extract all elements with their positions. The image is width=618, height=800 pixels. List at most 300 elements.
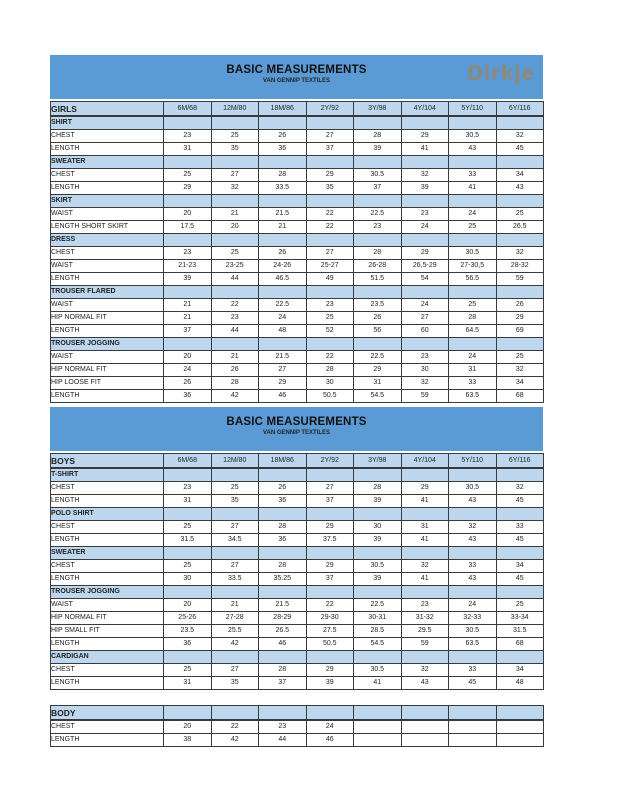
measurement-cell: 21 <box>259 221 307 234</box>
measurement-cell: 54.5 <box>354 390 402 403</box>
measurement-label: LENGTH SHORT SKIRT <box>51 221 164 234</box>
measurement-cell: 22.5 <box>354 208 402 221</box>
measurement-cell <box>259 286 307 299</box>
table-row <box>51 221 544 234</box>
measurement-cell: 24 <box>306 720 354 734</box>
measurement-cell <box>496 734 544 747</box>
measurement-cell: 33 <box>449 560 497 573</box>
measurement-cell: 26 <box>164 377 212 390</box>
section-header-row <box>51 286 544 299</box>
table-row <box>51 208 544 221</box>
measurement-cell: 21 <box>211 351 259 364</box>
table-row <box>51 182 544 195</box>
measurement-cell: 48 <box>496 677 544 690</box>
measurement-cell: 69 <box>496 325 544 338</box>
measurement-cell: 25 <box>496 208 544 221</box>
measurement-label: WAIST <box>51 208 164 221</box>
measurement-cell: 22 <box>306 599 354 612</box>
table-row <box>51 495 544 508</box>
measurement-cell: 31 <box>449 364 497 377</box>
banner-subtitle: VAN GENNIP TEXTILES <box>262 78 331 84</box>
measurement-cell: 35 <box>211 143 259 156</box>
boys-banner <box>50 407 543 451</box>
measurement-cell <box>259 586 307 599</box>
measurement-cell: 35.25 <box>259 573 307 586</box>
measurement-cell <box>496 720 544 734</box>
measurement-cell: 26 <box>259 130 307 143</box>
size-column-header <box>211 706 259 721</box>
measurement-cell: 27-30,5 <box>449 260 497 273</box>
measurement-cell: 24 <box>164 364 212 377</box>
measurement-cell <box>306 234 354 247</box>
measurement-cell: 22 <box>306 208 354 221</box>
measurement-cell: 21-23 <box>164 260 212 273</box>
measurement-cell: 29.5 <box>401 625 449 638</box>
measurement-cell: 30.5 <box>449 482 497 495</box>
measurement-cell: 23 <box>401 599 449 612</box>
measurement-cell: 34 <box>496 560 544 573</box>
measurement-cell: 39 <box>354 573 402 586</box>
section-header-row <box>51 338 544 351</box>
measurement-cell: 25 <box>496 351 544 364</box>
size-column-header <box>259 706 307 721</box>
measurement-cell: 56 <box>354 325 402 338</box>
measurement-cell: 23.5 <box>354 299 402 312</box>
measurement-cell: 45 <box>496 495 544 508</box>
measurement-cell: 29 <box>306 521 354 534</box>
table-row <box>51 534 544 547</box>
measurement-cell <box>164 195 212 208</box>
measurement-cell <box>449 586 497 599</box>
measurement-cell <box>496 286 544 299</box>
measurement-cell: 36 <box>259 143 307 156</box>
measurement-cell <box>449 156 497 169</box>
measurement-cell: 23 <box>401 208 449 221</box>
measurement-cell: 28 <box>211 377 259 390</box>
measurement-cell: 41 <box>401 495 449 508</box>
measurement-cell: 46 <box>259 638 307 651</box>
measurement-cell <box>211 234 259 247</box>
measurement-cell: 44 <box>259 734 307 747</box>
measurement-cell: 41 <box>401 573 449 586</box>
measurement-cell <box>164 468 212 482</box>
table-row <box>51 325 544 338</box>
table-row <box>51 260 544 273</box>
table-row <box>51 664 544 677</box>
measurement-cell: 25 <box>211 130 259 143</box>
girls-banner <box>50 55 543 99</box>
size-column-header <box>306 706 354 721</box>
measurement-cell: 27 <box>401 312 449 325</box>
measurement-cell: 27 <box>306 130 354 143</box>
measurement-cell: 39 <box>354 143 402 156</box>
measurement-cell: 22 <box>211 299 259 312</box>
measurement-cell: 33 <box>449 664 497 677</box>
size-column-header: 3Y/98 <box>354 454 402 469</box>
measurement-cell: 32 <box>401 169 449 182</box>
measurement-cell: 35 <box>211 677 259 690</box>
measurement-cell <box>211 508 259 521</box>
measurement-cell <box>164 286 212 299</box>
measurement-cell <box>449 286 497 299</box>
measurement-cell: 56.5 <box>449 273 497 286</box>
banner-title: BASIC MEASUREMENTS <box>226 416 367 428</box>
measurement-cell <box>496 586 544 599</box>
measurement-cell: 54 <box>401 273 449 286</box>
measurement-cell: 35 <box>211 495 259 508</box>
measurement-cell: 46.5 <box>259 273 307 286</box>
measurement-cell <box>449 547 497 560</box>
size-column-header: 2Y/92 <box>306 102 354 117</box>
measurement-cell: 27-28 <box>211 612 259 625</box>
measurement-cell: 43 <box>496 182 544 195</box>
measurement-label: LENGTH <box>51 573 164 586</box>
body-table-header-row <box>51 706 544 721</box>
measurement-cell: 25 <box>211 482 259 495</box>
measurement-cell: 29 <box>354 364 402 377</box>
table-row <box>51 720 544 734</box>
girls-measurements-table <box>50 101 544 403</box>
measurement-label: LENGTH <box>51 143 164 156</box>
measurement-cell: 32-33 <box>449 612 497 625</box>
measurement-cell <box>306 586 354 599</box>
measurement-cell: 30.5 <box>449 247 497 260</box>
table-row <box>51 482 544 495</box>
measurement-cell: 34 <box>496 664 544 677</box>
measurement-cell: 45 <box>496 143 544 156</box>
measurement-cell: 26,5-29 <box>401 260 449 273</box>
measurement-cell: 33 <box>449 377 497 390</box>
measurement-cell <box>211 586 259 599</box>
section-label: DRESS <box>51 234 164 247</box>
section-header-row <box>51 116 544 130</box>
measurement-cell: 41 <box>401 143 449 156</box>
measurement-cell <box>449 651 497 664</box>
measurement-cell: 45 <box>496 534 544 547</box>
measurement-cell: 29 <box>401 482 449 495</box>
measurement-cell: 30-31 <box>354 612 402 625</box>
size-column-header: 6M/68 <box>164 454 212 469</box>
table-row <box>51 612 544 625</box>
section-header-row <box>51 547 544 560</box>
size-column-header: 6Y/116 <box>496 102 544 117</box>
measurement-cell <box>496 651 544 664</box>
body-table-title: BODY <box>51 706 164 721</box>
measurement-label: CHEST <box>51 521 164 534</box>
measurement-cell: 28 <box>259 560 307 573</box>
measurement-label: LENGTH <box>51 734 164 747</box>
measurement-label: WAIST <box>51 299 164 312</box>
measurement-cell: 36 <box>259 534 307 547</box>
measurement-cell <box>259 116 307 130</box>
measurement-cell <box>354 547 402 560</box>
measurement-cell <box>306 195 354 208</box>
size-column-header: 3Y/98 <box>354 102 402 117</box>
measurement-cell: 43 <box>449 573 497 586</box>
measurement-cell: 38 <box>164 734 212 747</box>
measurement-cell: 25 <box>164 664 212 677</box>
measurement-cell: 26 <box>211 364 259 377</box>
table-row <box>51 734 544 747</box>
section-header-row <box>51 468 544 482</box>
measurement-cell: 25 <box>449 299 497 312</box>
measurement-cell <box>449 734 497 747</box>
measurement-label: LENGTH <box>51 677 164 690</box>
measurement-cell <box>401 720 449 734</box>
measurement-cell: 26.5 <box>496 221 544 234</box>
measurement-cell <box>401 651 449 664</box>
size-column-header <box>354 706 402 721</box>
measurement-cell: 22 <box>211 720 259 734</box>
measurement-cell: 32 <box>401 377 449 390</box>
measurement-label: LENGTH <box>51 390 164 403</box>
table-row <box>51 390 544 403</box>
measurement-cell: 21.5 <box>259 351 307 364</box>
measurement-cell: 54.5 <box>354 638 402 651</box>
measurement-cell: 20 <box>164 599 212 612</box>
measurement-cell <box>496 547 544 560</box>
section-header-row <box>51 156 544 169</box>
measurement-cell: 42 <box>211 734 259 747</box>
measurement-label: CHEST <box>51 560 164 573</box>
measurement-cell: 32 <box>496 247 544 260</box>
measurement-label: WAIST <box>51 351 164 364</box>
measurement-cell: 44 <box>211 325 259 338</box>
measurement-cell: 45 <box>449 677 497 690</box>
measurement-cell: 31-32 <box>401 612 449 625</box>
measurement-cell: 23 <box>164 130 212 143</box>
measurement-cell: 33-34 <box>496 612 544 625</box>
measurement-cell: 23 <box>164 482 212 495</box>
measurement-label: LENGTH <box>51 638 164 651</box>
measurement-cell <box>496 234 544 247</box>
measurement-cell: 25-27 <box>306 260 354 273</box>
measurement-cell <box>354 720 402 734</box>
measurement-cell: 25 <box>306 312 354 325</box>
section-label: TROUSER JOGGING <box>51 338 164 351</box>
measurement-cell: 59 <box>401 638 449 651</box>
measurement-cell: 28-29 <box>259 612 307 625</box>
section-label: SWEATER <box>51 547 164 560</box>
measurement-cell <box>354 195 402 208</box>
measurement-cell: 27.5 <box>306 625 354 638</box>
section-label: TROUSER JOGGING <box>51 586 164 599</box>
section-label: POLO SHIRT <box>51 508 164 521</box>
measurement-cell: 21.5 <box>259 599 307 612</box>
measurement-cell: 31.5 <box>496 625 544 638</box>
measurement-cell <box>496 195 544 208</box>
measurement-cell: 28 <box>259 169 307 182</box>
measurement-cell <box>306 547 354 560</box>
table-row <box>51 299 544 312</box>
measurement-cell: 43 <box>449 143 497 156</box>
measurement-cell: 23 <box>259 720 307 734</box>
measurement-cell <box>164 234 212 247</box>
banner-title: BASIC MEASUREMENTS <box>226 64 367 76</box>
measurement-cell: 23 <box>164 247 212 260</box>
measurement-cell <box>164 508 212 521</box>
measurement-cell: 25 <box>449 221 497 234</box>
measurement-cell: 49 <box>306 273 354 286</box>
measurement-cell <box>449 468 497 482</box>
measurement-cell <box>211 156 259 169</box>
table-row <box>51 625 544 638</box>
measurement-cell: 42 <box>211 390 259 403</box>
measurement-label: CHEST <box>51 664 164 677</box>
measurement-cell <box>449 116 497 130</box>
size-column-header: 4Y/104 <box>401 454 449 469</box>
measurement-label: LENGTH <box>51 273 164 286</box>
table-row <box>51 638 544 651</box>
measurement-cell: 37 <box>354 182 402 195</box>
measurement-label: CHEST <box>51 720 164 734</box>
measurement-cell: 33.5 <box>211 573 259 586</box>
measurement-cell: 26 <box>354 312 402 325</box>
measurement-cell: 28 <box>354 482 402 495</box>
measurement-cell: 30.5 <box>354 169 402 182</box>
measurement-cell: 37 <box>306 573 354 586</box>
measurement-cell: 28.5 <box>354 625 402 638</box>
measurement-cell <box>401 286 449 299</box>
measurement-cell: 46 <box>259 390 307 403</box>
boys-measurements-table <box>50 453 544 690</box>
measurement-cell <box>164 156 212 169</box>
measurement-cell: 33.5 <box>259 182 307 195</box>
measurement-cell: 31 <box>354 377 402 390</box>
measurement-cell: 25 <box>164 521 212 534</box>
measurement-cell: 23.5 <box>164 625 212 638</box>
section-label: SHIRT <box>51 116 164 130</box>
size-column-header: 12M/80 <box>211 102 259 117</box>
measurement-cell <box>354 586 402 599</box>
measurement-cell <box>259 234 307 247</box>
measurement-cell <box>401 156 449 169</box>
measurement-cell: 21 <box>211 208 259 221</box>
size-column-header: 5Y/110 <box>449 102 497 117</box>
measurement-cell: 35 <box>306 182 354 195</box>
measurement-label: LENGTH <box>51 325 164 338</box>
measurement-cell: 26 <box>496 299 544 312</box>
girls-table-header-row <box>51 102 544 117</box>
measurement-cell <box>354 651 402 664</box>
measurement-cell: 27 <box>211 169 259 182</box>
body-measurements-table <box>50 705 544 747</box>
size-column-header: 5Y/110 <box>449 454 497 469</box>
measurement-cell <box>306 651 354 664</box>
measurement-cell <box>401 195 449 208</box>
measurement-cell: 31 <box>164 143 212 156</box>
table-row <box>51 351 544 364</box>
measurement-cell <box>211 116 259 130</box>
measurement-cell: 23-25 <box>211 260 259 273</box>
measurement-cell: 24-26 <box>259 260 307 273</box>
measurement-label: HIP NORMAL FIT <box>51 612 164 625</box>
measurement-cell: 37 <box>306 143 354 156</box>
measurement-cell: 26.5 <box>259 625 307 638</box>
measurement-cell <box>354 734 402 747</box>
measurement-cell: 32 <box>401 560 449 573</box>
measurement-cell: 22.5 <box>259 299 307 312</box>
measurement-cell: 29 <box>401 130 449 143</box>
measurement-cell <box>306 116 354 130</box>
measurement-cell: 25 <box>164 560 212 573</box>
measurement-cell: 41 <box>354 677 402 690</box>
measurement-cell: 24 <box>401 221 449 234</box>
measurement-cell: 63.5 <box>449 638 497 651</box>
measurement-cell: 29-30 <box>306 612 354 625</box>
banner-subtitle: VAN GENNIP TEXTILES <box>262 430 331 436</box>
measurement-cell <box>354 234 402 247</box>
measurement-cell: 31 <box>164 495 212 508</box>
measurement-cell: 30 <box>306 377 354 390</box>
measurement-cell <box>401 338 449 351</box>
measurement-cell: 36 <box>164 390 212 403</box>
measurement-cell: 23 <box>211 312 259 325</box>
measurement-cell: 27 <box>306 482 354 495</box>
measurement-cell <box>211 195 259 208</box>
section-label: TROUSER FLARED <box>51 286 164 299</box>
measurement-cell: 43 <box>449 534 497 547</box>
measurement-cell: 28-32 <box>496 260 544 273</box>
measurement-label: LENGTH <box>51 534 164 547</box>
measurement-cell: 33 <box>496 521 544 534</box>
girls-table-title: GIRLS <box>51 102 164 117</box>
measurement-cell <box>259 651 307 664</box>
table-row <box>51 521 544 534</box>
measurement-cell <box>306 156 354 169</box>
measurement-cell <box>354 508 402 521</box>
measurement-cell <box>164 651 212 664</box>
measurement-cell: 29 <box>306 664 354 677</box>
measurement-cell: 32 <box>496 482 544 495</box>
measurement-cell: 39 <box>354 495 402 508</box>
table-row <box>51 377 544 390</box>
table-row <box>51 273 544 286</box>
measurement-cell: 52 <box>306 325 354 338</box>
measurement-cell <box>401 586 449 599</box>
measurement-label: WAIST <box>51 260 164 273</box>
measurement-cell <box>496 116 544 130</box>
measurement-cell: 59 <box>401 390 449 403</box>
section-header-row <box>51 234 544 247</box>
measurement-label: LENGTH <box>51 495 164 508</box>
measurement-cell: 37 <box>259 677 307 690</box>
size-column-header: 18M/86 <box>259 102 307 117</box>
measurement-cell <box>496 156 544 169</box>
measurement-cell: 68 <box>496 390 544 403</box>
measurement-cell: 36 <box>164 638 212 651</box>
measurement-cell: 41 <box>401 534 449 547</box>
measurement-cell: 31 <box>164 677 212 690</box>
measurement-cell: 29 <box>306 169 354 182</box>
measurement-cell: 29 <box>164 182 212 195</box>
measurement-cell: 37 <box>164 325 212 338</box>
measurement-cell <box>449 234 497 247</box>
measurement-cell: 26 <box>259 247 307 260</box>
boys-table-title: BOYS <box>51 454 164 469</box>
measurement-cell <box>211 651 259 664</box>
measurement-cell: 25 <box>211 247 259 260</box>
measurement-cell <box>259 156 307 169</box>
measurement-cell <box>354 468 402 482</box>
section-header-row <box>51 651 544 664</box>
table-row <box>51 312 544 325</box>
measurement-cell: 36 <box>259 495 307 508</box>
measurement-cell <box>354 116 402 130</box>
measurement-cell: 37.5 <box>306 534 354 547</box>
measurement-cell: 25.5 <box>211 625 259 638</box>
measurement-label: CHEST <box>51 247 164 260</box>
